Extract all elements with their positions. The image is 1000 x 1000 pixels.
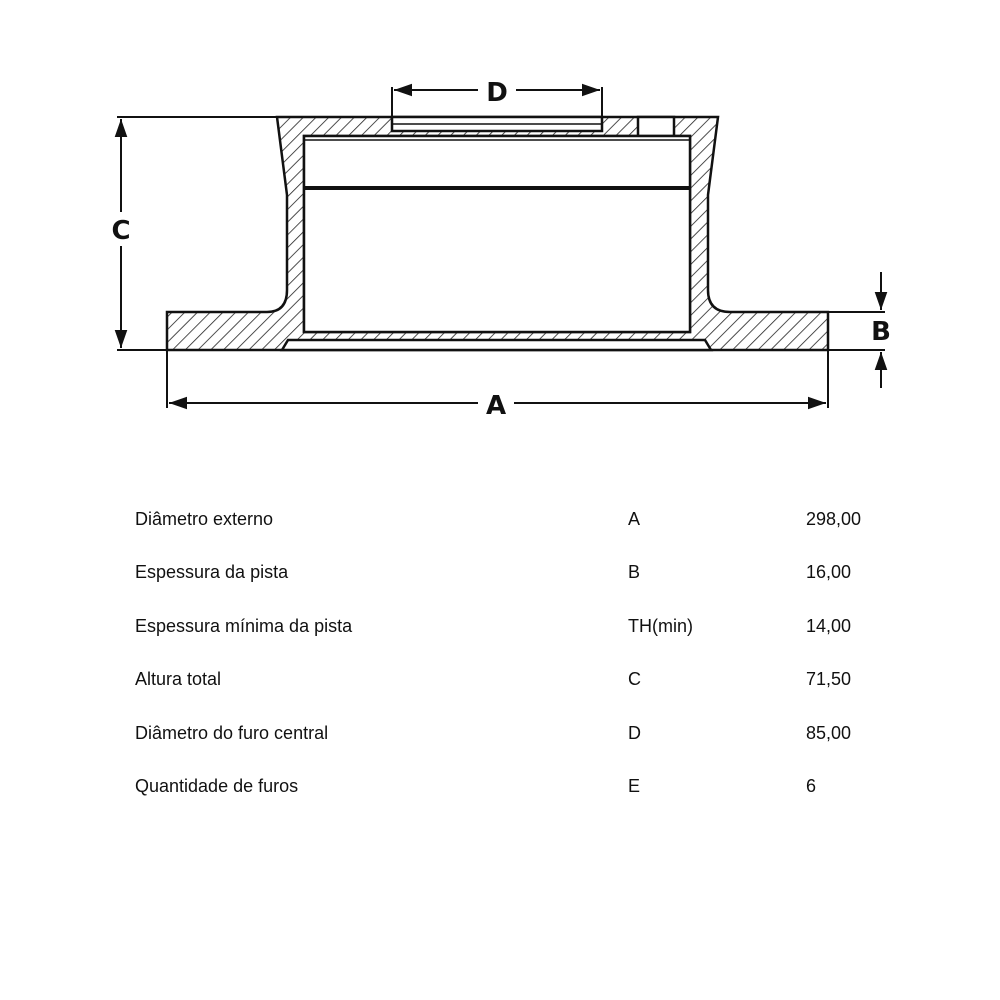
spec-value: 71,50	[806, 669, 852, 690]
spec-name: Quantidade de furos	[135, 775, 299, 796]
spec-row	[135, 767, 895, 820]
spec-symbol: B	[628, 562, 641, 583]
spec-row	[135, 660, 895, 713]
spec-symbol: E	[628, 775, 641, 796]
dimension-a-label: A	[485, 391, 507, 421]
spec-symbol: A	[628, 509, 641, 529]
spec-row	[135, 553, 895, 606]
specification-table	[135, 500, 895, 820]
spec-name: Altura total	[135, 669, 222, 690]
bolt-hole-slot	[638, 117, 674, 136]
spec-value: 298,00	[806, 509, 862, 529]
spec-symbol: TH(min)	[628, 615, 693, 636]
spec-value: 16,00	[806, 562, 852, 583]
spec-symbol: C	[628, 669, 641, 690]
spec-row	[135, 714, 895, 767]
spec-symbol: D	[628, 722, 641, 743]
spec-value: 14,00	[806, 615, 852, 636]
dimension-b-label: B	[871, 317, 891, 347]
dimension-c-label: C	[111, 216, 131, 246]
spec-name: Espessura mínima da pista	[135, 615, 353, 636]
spec-row	[135, 500, 895, 553]
spec-name: Espessura da pista	[135, 562, 289, 583]
spec-name: Diâmetro do furo central	[135, 722, 329, 743]
spec-row	[135, 607, 895, 660]
spec-value: 85,00	[806, 722, 852, 743]
spec-name: Diâmetro externo	[135, 509, 274, 529]
dimension-d-label: D	[486, 78, 508, 108]
hat-inner-cavity	[304, 136, 690, 332]
spec-value: 6	[806, 775, 817, 796]
hat-bottom-chamfer	[282, 340, 711, 350]
brake-disc-cross-section-drawing	[0, 0, 1000, 440]
